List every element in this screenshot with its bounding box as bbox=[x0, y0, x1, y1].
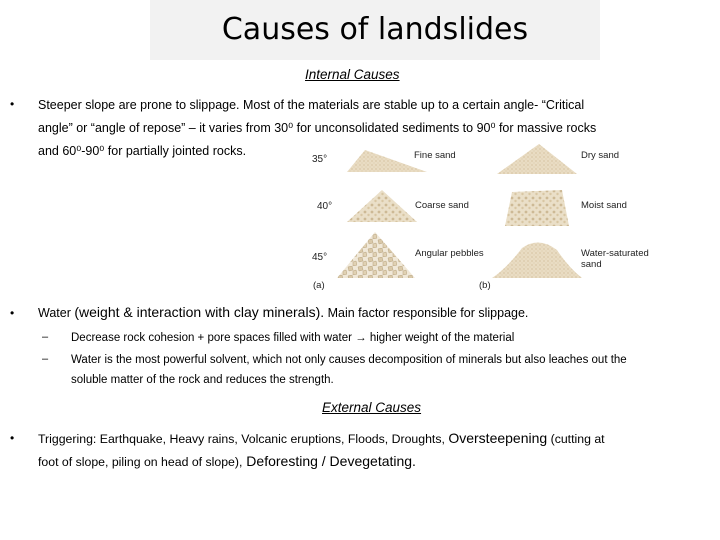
angle-of-repose-figure bbox=[307, 140, 660, 295]
critical-angle-line-3: and 60⁰-90⁰ for partially jointed rocks. bbox=[38, 144, 247, 158]
water-lead: Water bbox=[38, 306, 75, 320]
saturated-sand-pile bbox=[492, 242, 582, 278]
angular-pebbles-label: Angular pebbles bbox=[415, 248, 484, 259]
dash-marker: – bbox=[42, 353, 49, 365]
angular-pebbles-pile bbox=[337, 232, 415, 278]
water-saturated-label: Water-saturated bbox=[581, 248, 649, 259]
fine-sand-label: Fine sand bbox=[414, 150, 456, 161]
panel-b-label: (b) bbox=[479, 280, 491, 291]
triggering-lead: Triggering: Earthquake, Heavy rains, Volcanic eruptions, Floods, Droughts, bbox=[38, 432, 449, 446]
water-saturated-label-2: sand bbox=[581, 259, 602, 270]
water-sub-point-2-line-2: soluble matter of the rock and reduces the strength. bbox=[71, 374, 334, 386]
angle-35-label: 35° bbox=[312, 154, 328, 165]
angle-40-label: 40° bbox=[317, 201, 333, 212]
critical-angle-line-1: Steeper slope are prone to slippage. Most of the materials are stable up to a certain angle- “Critical bbox=[38, 98, 585, 112]
triggering-line-1 bbox=[38, 427, 718, 450]
moist-sand-pile bbox=[505, 190, 569, 226]
coarse-sand-label: Coarse sand bbox=[415, 200, 469, 211]
coarse-sand-pile bbox=[347, 190, 417, 222]
moist-sand-label: Moist sand bbox=[581, 200, 627, 211]
slide-title: Causes of landslides bbox=[221, 12, 529, 47]
critical-angle-line-2: angle” or “angle of repose” – it varies from 30⁰ for unconsolidated sediments to 90⁰ for massive rocks bbox=[38, 121, 597, 135]
water-sub-point-2-line-1: Water is the most powerful solvent, which not only causes decomposition of minerals but also leaches out the bbox=[71, 354, 627, 366]
water-sub-point-1: Decrease rock cohesion + pore spaces filled with water → higher weight of the material bbox=[71, 332, 515, 344]
external-causes-heading: External Causes bbox=[322, 400, 422, 415]
oversteepening-paren: (cutting at bbox=[547, 432, 605, 446]
triggering-line-2 bbox=[38, 450, 718, 473]
water-paren: (weight & interaction with clay minerals). bbox=[74, 304, 325, 320]
bullet-marker: • bbox=[10, 97, 15, 111]
internal-causes-heading: Internal Causes bbox=[305, 67, 400, 82]
water-rest: Main factor responsible for slippage. bbox=[324, 306, 529, 320]
bullet-marker: • bbox=[10, 306, 15, 320]
water-cause-line bbox=[38, 301, 718, 324]
angle-45-label: 45° bbox=[312, 252, 328, 263]
dry-sand-pile bbox=[497, 144, 577, 174]
deforesting-text: Deforesting / Devegetating. bbox=[242, 453, 416, 469]
oversteepening: Oversteepening bbox=[448, 430, 548, 446]
bullet-marker: • bbox=[10, 431, 15, 445]
angle-of-repose-illustration bbox=[307, 140, 660, 295]
foot-of-slope-text: foot of slope, piling on head of slope), bbox=[38, 455, 243, 469]
dash-marker: – bbox=[42, 331, 49, 343]
panel-a-label: (a) bbox=[313, 280, 325, 291]
dry-sand-label: Dry sand bbox=[581, 150, 620, 161]
